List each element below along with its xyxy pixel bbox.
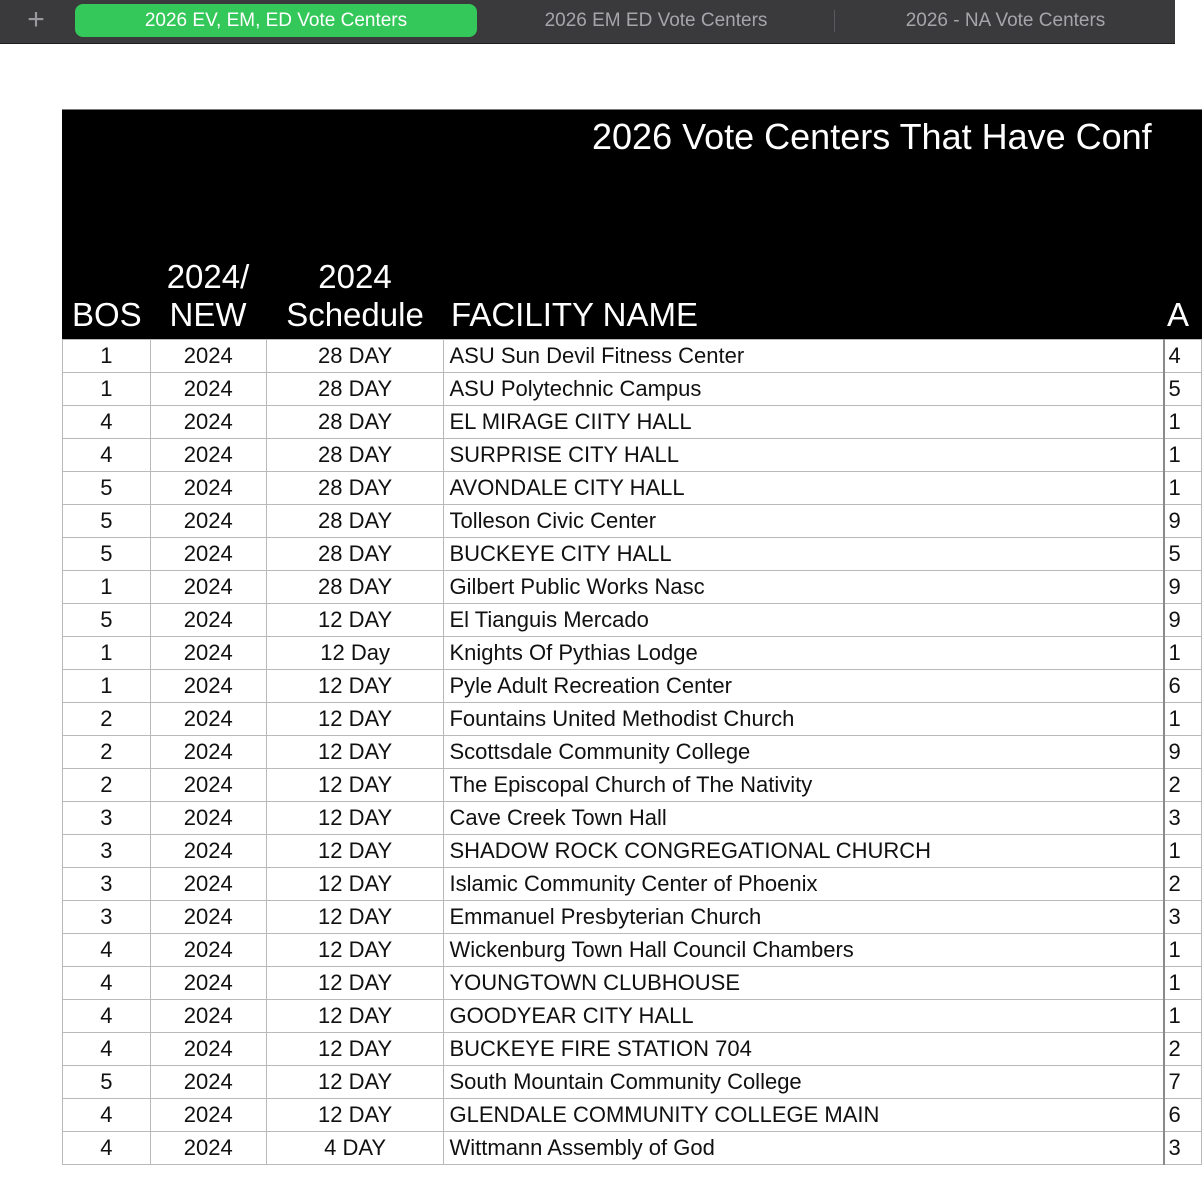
cell-year[interactable]: 2024 [150,1000,266,1033]
table-row [63,769,1202,802]
cell-clipped[interactable]: 1 [1164,637,1202,670]
table-row [63,670,1202,703]
cell-clipped[interactable]: 6 [1164,1099,1202,1132]
table-row [63,472,1202,505]
cell-facility-name[interactable]: Knights Of Pythias Lodge [444,637,1164,670]
cell-year[interactable]: 2024 [150,769,266,802]
cell-schedule[interactable]: 12 DAY [266,670,444,703]
sheet-tab-bar [0,0,1175,44]
cell-facility-name[interactable]: Emmanuel Presbyterian Church [444,901,1164,934]
cell-bos[interactable]: 4 [63,934,151,967]
cell-facility-name[interactable]: Gilbert Public Works Nasc [444,571,1164,604]
cell-schedule[interactable]: 28 DAY [266,538,444,571]
cell-facility-name[interactable]: Fountains United Methodist Church [444,703,1164,736]
cell-schedule[interactable]: 28 DAY [266,472,444,505]
cell-year[interactable]: 2024 [150,802,266,835]
table-row [63,1000,1202,1033]
cell-facility-name[interactable]: SHADOW ROCK CONGREGATIONAL CHURCH [444,835,1164,868]
cell-facility-name[interactable]: El Tianguis Mercado [444,604,1164,637]
cell-schedule[interactable]: 12 DAY [266,835,444,868]
cell-schedule[interactable]: 12 DAY [266,901,444,934]
cell-schedule[interactable]: 12 DAY [266,769,444,802]
cell-schedule[interactable]: 28 DAY [266,439,444,472]
table-row [63,835,1202,868]
header-new-line2[interactable]: NEW [169,296,247,333]
cell-bos[interactable]: 5 [63,1066,151,1099]
cell-clipped[interactable]: 1 [1164,1000,1202,1033]
cell-year[interactable]: 2024 [150,835,266,868]
cell-bos[interactable]: 1 [63,373,151,406]
cell-year[interactable]: 2024 [150,406,266,439]
table-row [63,868,1202,901]
cell-year[interactable]: 2024 [150,736,266,769]
cell-bos[interactable]: 4 [63,406,151,439]
cell-bos[interactable]: 3 [63,868,151,901]
cell-facility-name[interactable]: Pyle Adult Recreation Center [444,670,1164,703]
add-sheet-icon[interactable]: + [27,3,45,36]
cell-year[interactable]: 2024 [150,1066,266,1099]
table-row [63,571,1202,604]
cell-schedule[interactable]: 12 DAY [266,1033,444,1066]
cell-facility-name[interactable]: Wickenburg Town Hall Council Chambers [444,934,1164,967]
cell-bos[interactable]: 3 [63,802,151,835]
cell-clipped[interactable]: 1 [1164,406,1202,439]
cell-year[interactable]: 2024 [150,1099,266,1132]
table-row [63,604,1202,637]
cell-bos[interactable]: 3 [63,901,151,934]
table-row [63,538,1202,571]
cell-clipped[interactable]: 1 [1164,703,1202,736]
table-row [63,1033,1202,1066]
table-row [63,340,1202,373]
cell-clipped[interactable]: 2 [1164,1033,1202,1066]
cell-clipped[interactable]: 2 [1164,769,1202,802]
cell-schedule[interactable]: 12 DAY [266,1000,444,1033]
cell-year[interactable]: 2024 [150,505,266,538]
table-row [63,934,1202,967]
table-body [63,340,1202,1165]
cell-clipped[interactable]: 1 [1164,967,1202,1000]
cell-schedule[interactable]: 12 DAY [266,604,444,637]
cell-clipped[interactable]: 9 [1164,604,1202,637]
cell-bos[interactable]: 5 [63,505,151,538]
cell-year[interactable]: 2024 [150,538,266,571]
cell-clipped[interactable]: 3 [1164,802,1202,835]
cell-facility-name[interactable]: EL MIRAGE CIITY HALL [444,406,1164,439]
cell-year[interactable]: 2024 [150,1132,266,1165]
table-row [63,1132,1202,1165]
cell-facility-name[interactable]: Islamic Community Center of Phoenix [444,868,1164,901]
header-schedule-line2[interactable]: Schedule [286,296,424,333]
cell-year[interactable]: 2024 [150,472,266,505]
tab-2026-na-vote-centers[interactable]: 2026 - NA Vote Centers [905,10,1106,31]
cell-clipped[interactable]: 4 [1164,340,1202,373]
cell-year[interactable]: 2024 [150,901,266,934]
cell-facility-name[interactable]: BUCKEYE FIRE STATION 704 [444,1033,1164,1066]
table-row [63,736,1202,769]
cell-bos[interactable]: 5 [63,472,151,505]
cell-year[interactable]: 2024 [150,670,266,703]
cell-schedule[interactable]: 12 DAY [266,1099,444,1132]
cell-bos[interactable]: 1 [63,637,151,670]
cell-facility-name[interactable]: Cave Creek Town Hall [444,802,1164,835]
tab-separator [834,10,835,32]
cell-clipped[interactable]: 9 [1164,505,1202,538]
cell-facility-name[interactable]: GOODYEAR CITY HALL [444,1000,1164,1033]
header-band [62,109,1202,339]
cell-clipped[interactable]: 1 [1164,835,1202,868]
tab-2026-em-ed-vote-centers[interactable]: 2026 EM ED Vote Centers [544,10,768,31]
cell-clipped[interactable]: 2 [1164,868,1202,901]
cell-schedule[interactable]: 12 Day [266,637,444,670]
cell-bos[interactable]: 2 [63,736,151,769]
cell-schedule[interactable]: 12 DAY [266,703,444,736]
table-row [63,505,1202,538]
cell-clipped[interactable]: 6 [1164,670,1202,703]
cell-bos[interactable]: 4 [63,967,151,1000]
cell-schedule[interactable]: 28 DAY [266,406,444,439]
header-new-line1[interactable]: 2024/ [166,258,250,295]
cell-facility-name[interactable]: YOUNGTOWN CLUBHOUSE [444,967,1164,1000]
cell-schedule[interactable]: 12 DAY [266,1066,444,1099]
cell-schedule[interactable]: 12 DAY [266,736,444,769]
cell-bos[interactable]: 4 [63,439,151,472]
cell-bos[interactable]: 4 [63,1000,151,1033]
table-row [63,1066,1202,1099]
cell-year[interactable]: 2024 [150,934,266,967]
tab-2026-ev-em-ed-vote-centers[interactable]: 2026 EV, EM, ED Vote Centers [75,4,477,37]
cell-clipped[interactable]: 7 [1164,1066,1202,1099]
cell-bos[interactable]: 3 [63,835,151,868]
cell-facility-name[interactable]: GLENDALE COMMUNITY COLLEGE MAIN [444,1099,1164,1132]
cell-clipped[interactable]: 1 [1164,472,1202,505]
cell-facility-name[interactable]: South Mountain Community College [444,1066,1164,1099]
cell-year[interactable]: 2024 [150,571,266,604]
cell-clipped[interactable]: 3 [1164,1132,1202,1165]
cell-year[interactable]: 2024 [150,604,266,637]
cell-year[interactable]: 2024 [150,868,266,901]
cell-facility-name[interactable]: ASU Polytechnic Campus [444,373,1164,406]
cell-year[interactable]: 2024 [150,967,266,1000]
cell-facility-name[interactable]: SURPRISE CITY HALL [444,439,1164,472]
table-row [63,802,1202,835]
cell-bos[interactable]: 1 [63,571,151,604]
table-row [63,967,1202,1000]
cell-schedule[interactable]: 12 DAY [266,868,444,901]
cell-schedule[interactable]: 12 DAY [266,802,444,835]
cell-clipped[interactable]: 5 [1164,373,1202,406]
cell-bos[interactable]: 4 [63,1132,151,1165]
cell-clipped[interactable]: 9 [1164,571,1202,604]
cell-bos[interactable]: 1 [63,340,151,373]
cell-facility-name[interactable]: Wittmann Assembly of God [444,1132,1164,1165]
table-row [63,439,1202,472]
cell-clipped[interactable]: 5 [1164,538,1202,571]
header-schedule-line1[interactable]: 2024 [318,258,392,295]
cell-bos[interactable]: 4 [63,1099,151,1132]
cell-bos[interactable]: 1 [63,670,151,703]
cell-year[interactable]: 2024 [150,1033,266,1066]
cell-schedule[interactable]: 28 DAY [266,340,444,373]
table-row [63,373,1202,406]
cell-schedule[interactable]: 28 DAY [266,571,444,604]
table-row [63,703,1202,736]
cell-schedule[interactable]: 28 DAY [266,505,444,538]
table-row [63,406,1202,439]
cell-year[interactable]: 2024 [150,340,266,373]
cell-year[interactable]: 2024 [150,373,266,406]
cell-facility-name[interactable]: BUCKEYE CITY HALL [444,538,1164,571]
header-bos[interactable]: BOS [72,296,142,333]
sheet-title[interactable]: 2026 Vote Centers That Have Conf [592,116,1152,157]
cell-schedule[interactable]: 12 DAY [266,934,444,967]
cell-schedule[interactable]: 28 DAY [266,373,444,406]
cell-facility-name[interactable]: Tolleson Civic Center [444,505,1164,538]
cell-year[interactable]: 2024 [150,703,266,736]
table-row [63,1099,1202,1132]
cell-clipped[interactable]: 1 [1164,934,1202,967]
cell-clipped[interactable]: 3 [1164,901,1202,934]
cell-bos[interactable]: 4 [63,1033,151,1066]
cell-bos[interactable]: 2 [63,703,151,736]
header-clipped[interactable]: A [1167,296,1190,333]
cell-schedule[interactable]: 12 DAY [266,967,444,1000]
header-facility-name[interactable]: FACILITY NAME [451,296,698,333]
vote-centers-table [62,339,1202,1165]
cell-year[interactable]: 2024 [150,439,266,472]
cell-bos[interactable]: 5 [63,538,151,571]
cell-bos[interactable]: 2 [63,769,151,802]
cell-facility-name[interactable]: Scottsdale Community College [444,736,1164,769]
cell-facility-name[interactable]: ASU Sun Devil Fitness Center [444,340,1164,373]
table-row [63,637,1202,670]
cell-bos[interactable]: 5 [63,604,151,637]
cell-facility-name[interactable]: The Episcopal Church of The Nativity [444,769,1164,802]
cell-clipped[interactable]: 1 [1164,439,1202,472]
table-row [63,901,1202,934]
cell-clipped[interactable]: 9 [1164,736,1202,769]
cell-schedule[interactable]: 4 DAY [266,1132,444,1165]
cell-facility-name[interactable]: AVONDALE CITY HALL [444,472,1164,505]
cell-year[interactable]: 2024 [150,637,266,670]
